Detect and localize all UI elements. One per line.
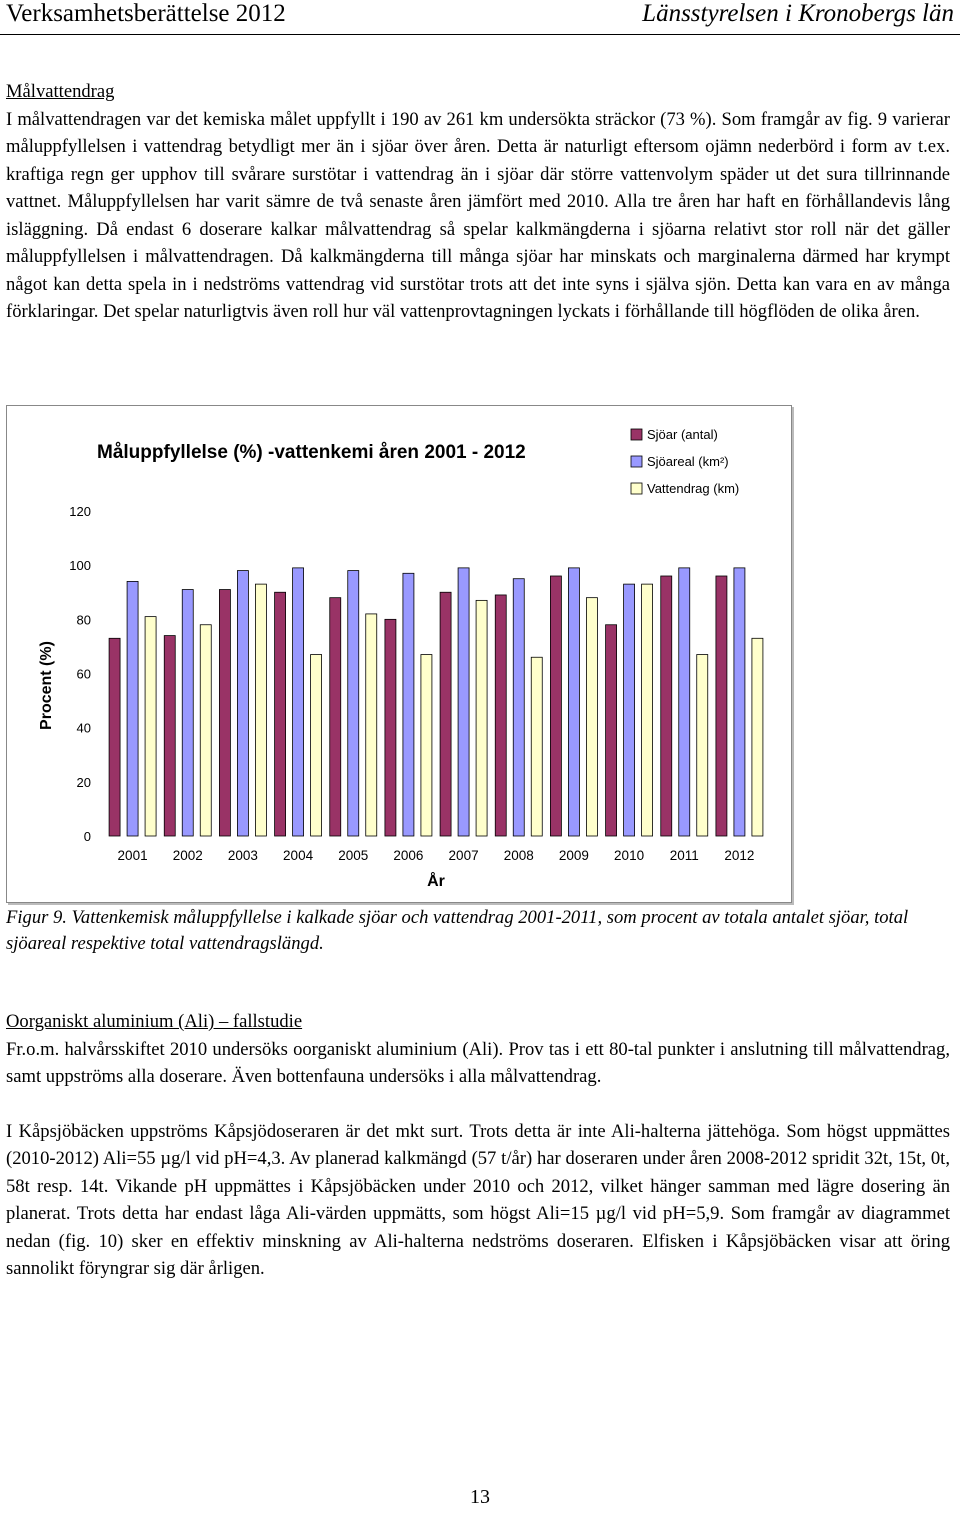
bar-sjoar <box>164 636 175 836</box>
legend-swatch <box>631 429 642 440</box>
bar-sjoareal <box>568 568 579 836</box>
y-tick-label: 80 <box>76 612 91 628</box>
bar-vattendrag <box>476 600 487 836</box>
x-tick-label: 2002 <box>172 848 203 863</box>
bar-sjoareal <box>458 568 469 836</box>
legend-label: Sjöar (antal) <box>647 427 718 442</box>
bar-sjoareal <box>182 590 193 836</box>
x-tick-label: 2006 <box>393 848 424 863</box>
x-tick-label: 2003 <box>227 848 258 863</box>
bar-vattendrag <box>200 625 211 836</box>
section-malvattendrag <box>6 78 950 326</box>
x-tick-label: 2004 <box>283 848 314 863</box>
y-tick-label: 60 <box>76 666 91 682</box>
legend-swatch <box>631 456 642 467</box>
chart-figure-9 <box>6 405 792 903</box>
bar-vattendrag <box>697 655 708 836</box>
bar-sjoar <box>219 590 230 836</box>
y-tick-label: 0 <box>83 829 91 844</box>
bar-sjoareal <box>348 571 359 836</box>
x-tick-label: 2008 <box>503 848 534 863</box>
y-tick-label: 20 <box>76 774 91 790</box>
page-header <box>0 0 960 35</box>
legend-label: Vattendrag (km) <box>647 481 740 496</box>
bar-sjoareal <box>403 573 414 836</box>
section-heading: Oorganiskt aluminium (Ali) – fallstudie <box>6 1011 303 1032</box>
bar-sjoar <box>440 592 451 836</box>
body-paragraph: Fr.o.m. halvårsskiftet 2010 undersöks oorganiskt aluminium (Ali). Prov tas i ett 80-tal punkter i anslutning till målvattendrag, samt uppströms alla doserare. Även bottenfauna undersöks i alla målvattendrag. <box>6 1038 950 1087</box>
x-tick-label: 2001 <box>117 848 148 863</box>
bar-sjoar <box>661 576 672 836</box>
bar-vattendrag <box>421 655 432 836</box>
x-tick-label: 2005 <box>338 848 369 863</box>
caption-text: Vattenkemisk måluppfyllelse i kalkade sjöar och vattendrag 2001-2011, som procent av totala antalet sjöar, total sjöareal respektive total vattendragslängd. <box>6 907 909 954</box>
y-tick-label: 120 <box>69 504 91 519</box>
bar-sjoareal <box>237 571 248 836</box>
bar-chart <box>7 406 791 902</box>
x-tick-label: 2012 <box>724 848 755 863</box>
bar-sjoar <box>606 625 617 836</box>
caption-label: Figur 9. <box>6 907 67 928</box>
bar-vattendrag <box>366 614 377 836</box>
header-organization: Länsstyrelsen i Kronobergs län <box>642 0 954 27</box>
chart-title: Måluppfyllelse (%) -vattenkemi åren 2001 - 2012 <box>97 442 526 463</box>
x-tick-label: 2009 <box>558 848 589 863</box>
bar-sjoareal <box>624 584 635 836</box>
x-tick-label: 2007 <box>448 848 479 863</box>
bar-sjoar <box>275 592 286 836</box>
bar-sjoar <box>385 619 396 836</box>
bar-sjoareal <box>679 568 690 836</box>
y-tick-label: 40 <box>76 720 91 736</box>
bar-sjoar <box>330 598 341 836</box>
bar-vattendrag <box>642 584 653 836</box>
y-tick-label: 100 <box>69 558 91 574</box>
bar-sjoar <box>716 576 727 836</box>
bar-sjoar <box>109 638 120 836</box>
bar-sjoareal <box>293 568 304 836</box>
bar-vattendrag <box>586 598 597 836</box>
bar-vattendrag <box>255 584 266 836</box>
body-paragraph: I Kåpsjöbäcken uppströms Kåpsjödoseraren är det mkt surt. Trots detta är inte Ali-halterna jättehöga. Som högst uppmättes (2010-2012) Ali=55 µg/l vid pH=4,3. Av planerad kalkmängd (57 t/år) har doseraren under åren 2008-2012 spridit 32t, 15t, 0t, 58t resp. 14t. Vikande pH uppmättes i Kåpsjöbäcken under 2010 och 2012, vilket hänger samman med lägre dosering än planerat. Trots detta har endast låga Ali-värden uppmätts, som högst Ali=15 µg/l vid pH=5,9. Som framgår av diagrammet nedan (fig. 10) sker en effektiv minskning av Ali-halterna nedströms doseraren. Elfisken i Kåpsjöbäcken visar att öring sannolikt föryngrar sig där årligen. <box>6 1120 950 1279</box>
legend-label: Sjöareal (km²) <box>647 454 729 469</box>
bar-sjoareal <box>127 581 138 836</box>
legend-swatch <box>631 483 642 494</box>
section-heading: Målvattendrag <box>6 81 115 102</box>
bar-vattendrag <box>531 657 542 836</box>
bar-sjoar <box>550 576 561 836</box>
body-paragraph: I målvattendragen var det kemiska målet uppfyllt i 190 av 261 km undersökta sträckor (73 %). Som framgår av fig. 9 varierar måluppfyllelsen i vattendrag betydligt mer än i sjöar över åren. Detta är naturligt eftersom ojämn nederbörd i form av t.ex. kraftiga regn ger upphov till svårare surstötar i vattendrag än i sjöar där större vattenvolym späder ut det sura tillrinnande vattnet. Måluppfyllelsen har varit sämre de två senaste åren jämfört med 2010. Alla tre åren har haft en förhållandevis lång isläggning. Då endast 6 doserare kalkar målvattendrag så spelar kalkmängderna i sjöarna relativt stor roll när det gäller måluppfyllelsen i målvattendragen. Då kalkmängderna till många sjöar har minskats och marginalerna därmed har krympt något kan detta spela in i nedströms vattendrag vid surstötar trots att det inte syns i själva sjön. Detta kan vara en av många förklaringar. Det spelar naturligtvis även roll hur väl vattenprovtagningen lyckats i förhållande till högflöden de olika åren. <box>6 108 950 322</box>
page-number: 13 <box>470 1486 490 1508</box>
bar-sjoareal <box>734 568 745 836</box>
x-tick-label: 2010 <box>614 848 645 863</box>
bar-vattendrag <box>311 655 322 836</box>
x-axis-label: År <box>427 873 445 890</box>
x-tick-label: 2011 <box>669 848 699 863</box>
bar-sjoar <box>495 595 506 836</box>
bar-vattendrag <box>145 617 156 836</box>
header-report-title: Verksamhetsberättelse 2012 <box>6 0 286 27</box>
bar-vattendrag <box>752 638 763 836</box>
bar-sjoareal <box>513 579 524 836</box>
section-ali <box>6 1008 950 1283</box>
figure-caption <box>6 905 950 957</box>
y-axis-label: Procent (%) <box>38 641 55 730</box>
